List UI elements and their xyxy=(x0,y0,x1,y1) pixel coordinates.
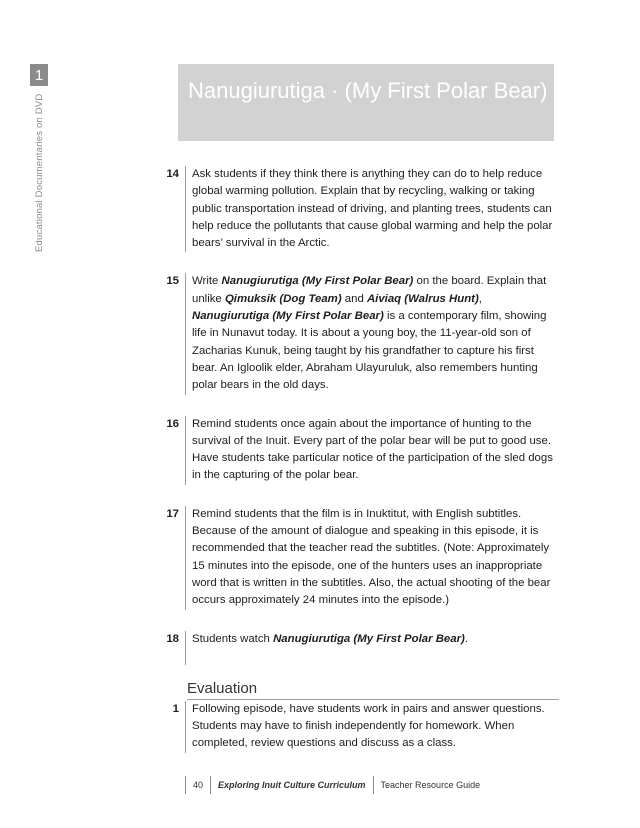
evaluation-item-text: Following episode, have students work in pairs and answer questions. Students may have to finish independently for homework. When completed, review questions and discuss as a class. xyxy=(185,701,560,753)
chapter-number: 1 xyxy=(34,66,44,84)
footer-divider xyxy=(185,776,186,794)
step-number: 16 xyxy=(166,417,179,430)
step-item xyxy=(160,416,560,485)
step-text-segment: . xyxy=(464,632,469,645)
film-title-text: Nanugiurutiga (My First Polar Bear) xyxy=(192,310,384,323)
step-item xyxy=(160,273,560,394)
evaluation-item-number: 1 xyxy=(172,702,179,715)
step-text-segment: is a contemporary film, showing life in Nunavut today. It is about a young boy, the 11-year-old son of Zacharias Kunuk, being taught by his grandfather to capture his first bear. An Igloolik elder, Abraham Ulayuruluk, also remembers hunting polar bears in the old days. xyxy=(192,310,547,392)
footer-divider xyxy=(210,776,211,794)
guide-title: Teacher Resource Guide xyxy=(380,780,481,790)
evaluation-item xyxy=(160,701,560,753)
chapter-number-badge xyxy=(30,64,48,86)
step-text-segment: Remind students that the film is in Inuktitut, with English subtitles. Because of the amount of dialogue and speaking in this episode, it is recommended that the teacher read the subtitles. (Note: Approximately 15 minutes into the episode, one of the hunters uses an inappropriate word that is written in the subtitles. Also, the actual shooting of the bear occurs approximately 24 minutes into the episode.) xyxy=(192,507,551,607)
step-text-segment: on the board. Explain that unlike xyxy=(192,275,547,305)
title-banner xyxy=(178,64,554,141)
step-text xyxy=(185,166,560,252)
page-number: 40 xyxy=(193,780,204,790)
step-text-segment: Write xyxy=(192,275,222,288)
step-text-segment: Ask students if they think there is anything they can do to help reduce global warming pollution. Explain that by recycling, walking or taking public transportation instead of driving, and planting trees, students can help reduce the pollutants that cause global warming and help the polar bears’ survival in the Arctic. xyxy=(192,168,553,250)
step-text-segment: and xyxy=(341,292,367,305)
step-item xyxy=(160,631,560,665)
step-number: 18 xyxy=(166,632,179,645)
step-text-segment: , xyxy=(478,292,482,305)
step-text xyxy=(185,273,560,394)
page-title: Nanugiurutiga · (My First Polar Bear) xyxy=(188,78,548,103)
steps-list xyxy=(160,166,560,665)
film-title-text: Nanugiurutiga (My First Polar Bear) xyxy=(221,275,414,288)
footer-divider xyxy=(373,776,374,794)
evaluation-heading: Evaluation xyxy=(187,680,559,700)
film-title-text: Aiviaq (Walrus Hunt) xyxy=(366,292,479,305)
step-text-segment: Remind students once again about the importance of hunting to the survival of the Inuit. Every part of the polar bear will be put to good use. Have students take particular notice of the participation of the sled dogs in the capturing of the polar bear. xyxy=(192,417,553,482)
step-text xyxy=(185,416,560,485)
film-title-text: Qimuksik (Dog Team) xyxy=(224,292,342,305)
film-title-text: Nanugiurutiga (My First Polar Bear) xyxy=(273,632,465,645)
lesson-content xyxy=(160,166,560,774)
step-number: 17 xyxy=(166,507,179,520)
step-text xyxy=(185,506,560,610)
series-title: Exploring Inuit Culture Curriculum xyxy=(218,780,366,790)
step-text-segment: Students watch xyxy=(192,632,274,645)
step-item xyxy=(160,506,560,610)
step-number: 14 xyxy=(166,168,179,180)
step-text xyxy=(185,631,560,665)
step-item xyxy=(160,166,560,252)
page-footer xyxy=(178,774,480,796)
step-number: 15 xyxy=(166,275,179,288)
side-section-label: Educational Documentaries on DVD xyxy=(34,93,45,252)
